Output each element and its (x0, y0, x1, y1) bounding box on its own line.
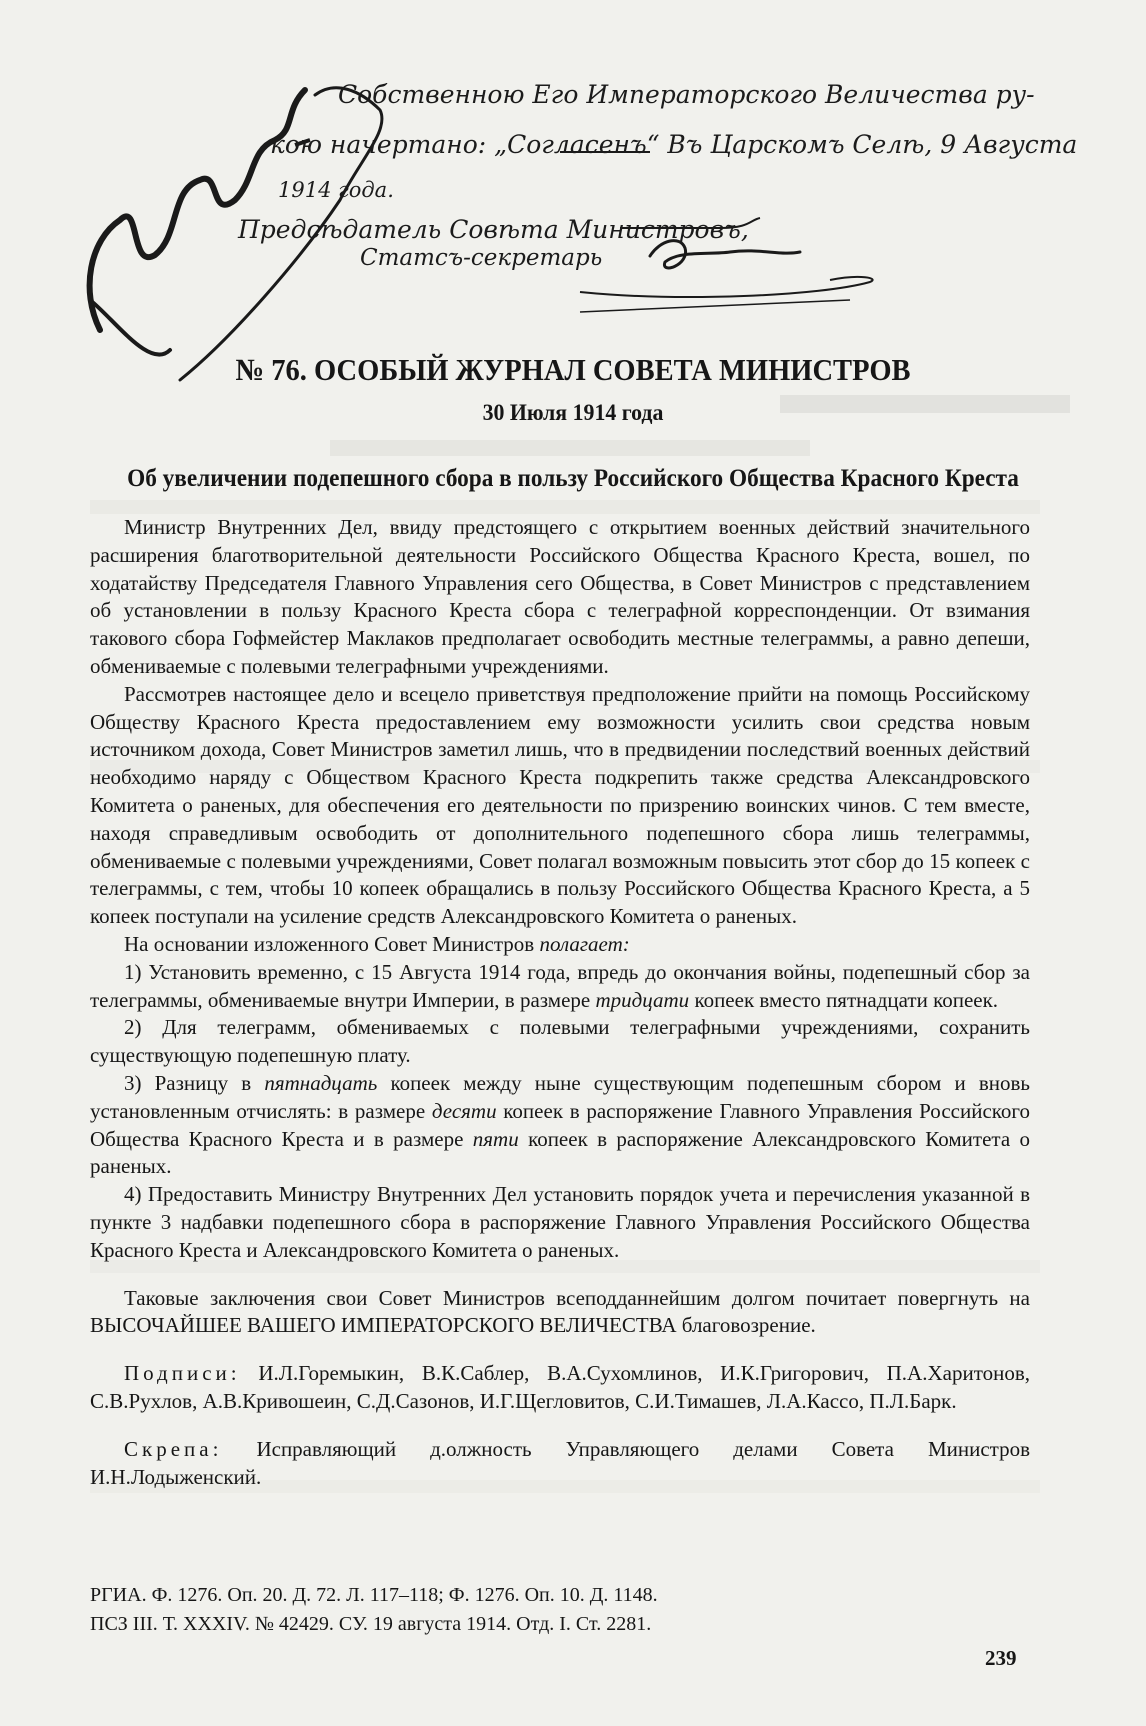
closing-paragraph: Таковые заключения свои Совет Министров всеподданнейшим долгом почитает повергнуть на ВЫСОЧАЙШЕЕ ВАШЕГО ИМПЕРАТОРСКОГО ВЕЛИЧЕСТВА благовозрение. (90, 1285, 1030, 1338)
resolution-line-2-prefix: кою начертано: „ (270, 130, 508, 159)
item-3-text-d: копеек в распоряжение Александровского Комитета о раненых. (90, 1126, 1031, 1179)
item-1-text-a: 1) Установить временно, с 15 Августа 1914 года, впредь до окончания войны, подепешный сбор за телеграммы, обмениваемые внутри Империи, в размере (90, 959, 1030, 1012)
resolution-line-2-suffix: “ Въ Царскомъ Селѣ, 9 Августа (646, 130, 1078, 159)
journal-subject: Об увеличении подепешного сбора в пользу Российского Общества Красного Креста (127, 465, 1019, 492)
source-line-1: РГИА. Ф. 1276. Оп. 20. Д. 72. Л. 117–118; Ф. 1276. Оп. 10. Д. 1148. (90, 1584, 658, 1606)
resolution-line-5: Статсъ-секретарь (360, 245, 603, 271)
paragraph-3-verb: полагает: (539, 931, 630, 956)
item-3-text-b: копеек между ныне существующим подепешным сбором и вновь установленным отчислять: в размере (90, 1070, 1031, 1123)
journal-body (90, 514, 1030, 1491)
item-1 (90, 959, 1030, 1015)
resolution-line-1: Собственною Его Императорского Величества ру- (338, 80, 1035, 109)
resolution-line-2 (270, 130, 1077, 159)
approval-word: Согласенъ (507, 130, 647, 159)
item-3-italic-2: десяти (431, 1098, 497, 1123)
paragraph-3-lead: На основании изложенного Совет Министров (124, 931, 535, 956)
item-1-text-b: копеек вместо пятнадцати копеек. (694, 987, 999, 1012)
skrepa-label: Скрепа: (124, 1436, 223, 1461)
item-4: 4) Предоставить Министру Внутренних Дел установить порядок учета и перечисления указанной в пункте 3 надбавки подепешного сбора в распоряжение Главного Управления Российского Общества Красного Креста и Александровского Комитета о раненых. (90, 1182, 1030, 1262)
page-number: 239 (985, 1646, 1017, 1670)
resolution-line-3: 1914 года. (278, 178, 394, 202)
item-3-text-a: 3) Разницу в (124, 1070, 252, 1095)
item-3-italic-1: пятнадцать (264, 1070, 378, 1095)
source-line-2: ПСЗ III. Т. XXXIV. № 42429. СУ. 19 августа 1914. Отд. I. Ст. 2281. (90, 1613, 652, 1635)
item-1-italic: тридцати (595, 987, 690, 1012)
paragraph-1: Министр Внутренних Дел, ввиду предстоящего с открытием военных действий значительного расширения благотворительной деятельности Российского Общества Красного Креста, вошел, по ходатайству Председателя Главного Управления сего Общества, в Совет Министров с представлением об установлении в пользу Красного Креста сбора с телеграфной корреспонденции. От взимания такового сбора Гофмейстер Маклаков предполагает освободить местные телеграммы, а равно депеши, обмениваемые с полевыми телеграфными учреждениями. (90, 515, 1030, 678)
item-2: 2) Для телеграмм, обмениваемых с полевыми телеграфными учреждениями, сохранить существующую подепешную плату. (90, 1015, 1030, 1068)
imperial-resolution (60, 70, 1078, 390)
paragraph-2: Рассмотрев настоящее дело и всецело приветствуя предположение прийти на помощь Российскому Обществу Красного Креста предоставлением ему возможности усилить свои средства новым источником дохода, Совет Министров заметил лишь, что в предвидении последствий военных действий необходимо наряду с Обществом Красного Креста подкрепить также средства Александровского Комитета о раненых, для обеспечения его деятельности по призрению воинских чинов. С тем вместе, находя справедливым освободить от дополнительного подепешного сбора лишь телеграммы, обмениваемые с полевыми учреждениями, Совет полагал возможным повысить этот сбор до 15 копеек с телеграммы, с тем, чтобы 10 копеек обращались в пользу Российского Общества Красного Креста, а 5 копеек поступали на усиление средств Александровского Комитета о раненых. (90, 681, 1030, 929)
signatories-label: Подписи: (124, 1361, 241, 1386)
journal-date: 30 Июля 1914 года (482, 400, 664, 425)
item-3 (90, 1070, 1030, 1181)
item-3-italic-3: пяти (472, 1126, 519, 1151)
skrepa (90, 1436, 1030, 1492)
item-3-text-c: копеек в распоряжение Главного Управления Российского Общества Красного Креста и в размере (90, 1098, 1030, 1151)
paragraph-3 (90, 931, 1030, 959)
resolution-line-4: Предсѣдатель Совѣта Министровъ, (238, 215, 749, 244)
signatories (90, 1360, 1030, 1416)
skrepa-text: Исправляющий д.олжность Управляющего делами Совета Министров И.Н.Лодыженский. (90, 1436, 1031, 1489)
journal-title: № 76. ОСОБЫЙ ЖУРНАЛ СОВЕТА МИНИСТРОВ (235, 352, 911, 387)
signatories-names: И.Л.Горемыкин, В.К.Саблер, В.А.Сухомлинов, И.К.Григорович, П.А.Харитонов, С.В.Рухлов, А.В.Кривошеин, С.Д.Сазонов, И.Г.Щегловитов, С.И.Тимашев, Л.А.Кассо, П.Л.Барк. (90, 1361, 1031, 1413)
